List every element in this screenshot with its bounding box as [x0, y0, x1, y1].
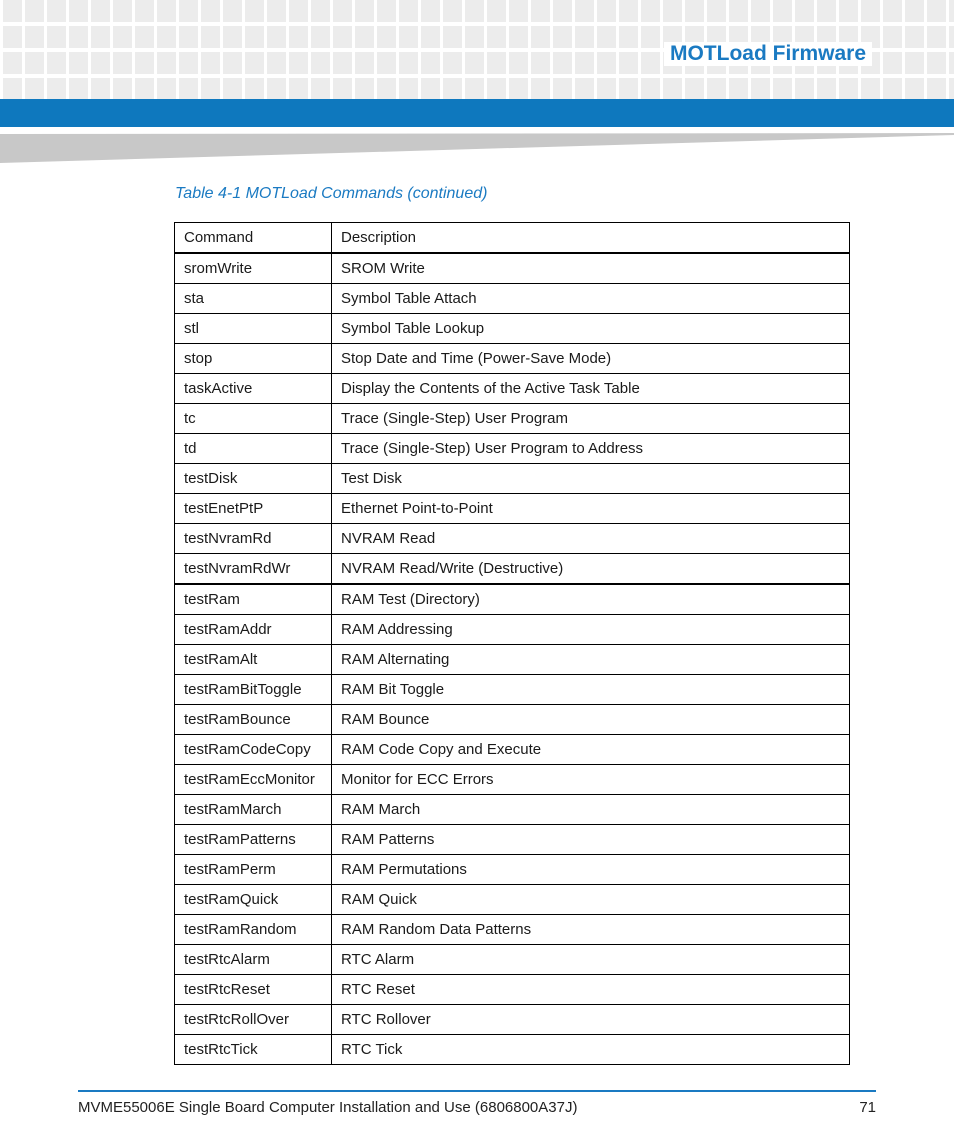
column-header-command: Command	[175, 223, 332, 254]
table-row	[175, 795, 850, 825]
table-row	[175, 284, 850, 314]
command-cell: testRamEccMonitor	[175, 765, 332, 795]
footer-document-title: MVME55006E Single Board Computer Installation and Use (6806800A37J)	[78, 1099, 578, 1116]
table-row	[175, 885, 850, 915]
table-header-row	[175, 223, 850, 254]
command-cell: sta	[175, 284, 332, 314]
column-header-description: Description	[332, 223, 850, 254]
description-cell: RTC Rollover	[332, 1005, 850, 1035]
command-cell: testNvramRd	[175, 524, 332, 554]
command-cell: testRamRandom	[175, 915, 332, 945]
command-cell: testRam	[175, 584, 332, 615]
command-cell: testRtcTick	[175, 1035, 332, 1065]
table-row	[175, 314, 850, 344]
command-cell: taskActive	[175, 374, 332, 404]
description-cell: RAM Alternating	[332, 645, 850, 675]
description-cell: Trace (Single-Step) User Program to Address	[332, 434, 850, 464]
command-cell: testRamAddr	[175, 615, 332, 645]
command-cell: testRamBitToggle	[175, 675, 332, 705]
table-row	[175, 374, 850, 404]
description-cell: RTC Reset	[332, 975, 850, 1005]
command-cell: testRamPatterns	[175, 825, 332, 855]
description-cell: Stop Date and Time (Power-Save Mode)	[332, 344, 850, 374]
table-row	[175, 945, 850, 975]
command-cell: testRamAlt	[175, 645, 332, 675]
description-cell: Test Disk	[332, 464, 850, 494]
command-cell: testEnetPtP	[175, 494, 332, 524]
table-row	[175, 615, 850, 645]
description-cell: RAM Permutations	[332, 855, 850, 885]
description-cell: RAM Patterns	[332, 825, 850, 855]
command-cell: td	[175, 434, 332, 464]
command-cell: testNvramRdWr	[175, 554, 332, 585]
description-cell: RTC Alarm	[332, 945, 850, 975]
command-cell: testRamCodeCopy	[175, 735, 332, 765]
table-row	[175, 735, 850, 765]
table-row	[175, 675, 850, 705]
table-caption: Table 4-1 MOTLoad Commands (continued)	[175, 185, 488, 202]
command-cell: stop	[175, 344, 332, 374]
command-cell: testRamBounce	[175, 705, 332, 735]
description-cell: SROM Write	[332, 253, 850, 284]
commands-table	[174, 222, 850, 1065]
command-cell: sromWrite	[175, 253, 332, 284]
description-cell: RAM Random Data Patterns	[332, 915, 850, 945]
description-cell: Symbol Table Attach	[332, 284, 850, 314]
description-cell: RAM Bounce	[332, 705, 850, 735]
table-row	[175, 584, 850, 615]
table-row	[175, 344, 850, 374]
command-cell: testRtcRollOver	[175, 1005, 332, 1035]
table-row	[175, 855, 850, 885]
table-row	[175, 404, 850, 434]
page-header-title: MOTLoad Firmware	[664, 42, 872, 66]
description-cell: RTC Tick	[332, 1035, 850, 1065]
table-row	[175, 765, 850, 795]
table-row	[175, 464, 850, 494]
description-cell: RAM Bit Toggle	[332, 675, 850, 705]
description-cell: Trace (Single-Step) User Program	[332, 404, 850, 434]
table-row	[175, 645, 850, 675]
description-cell: RAM Quick	[332, 885, 850, 915]
description-cell: Monitor for ECC Errors	[332, 765, 850, 795]
header-blue-band	[0, 99, 954, 127]
table-row	[175, 705, 850, 735]
description-cell: NVRAM Read/Write (Destructive)	[332, 554, 850, 585]
description-cell: RAM March	[332, 795, 850, 825]
page-number: 71	[859, 1099, 876, 1116]
description-cell: NVRAM Read	[332, 524, 850, 554]
description-cell: Ethernet Point-to-Point	[332, 494, 850, 524]
table-row	[175, 1035, 850, 1065]
table-row	[175, 524, 850, 554]
command-cell: stl	[175, 314, 332, 344]
table-row	[175, 915, 850, 945]
description-cell: Symbol Table Lookup	[332, 314, 850, 344]
command-cell: testRamPerm	[175, 855, 332, 885]
command-cell: testRtcReset	[175, 975, 332, 1005]
command-cell: testRamQuick	[175, 885, 332, 915]
table-row	[175, 494, 850, 524]
command-cell: testRamMarch	[175, 795, 332, 825]
header-gray-wedge	[0, 130, 954, 164]
command-cell: testDisk	[175, 464, 332, 494]
description-cell: RAM Test (Directory)	[332, 584, 850, 615]
description-cell: RAM Addressing	[332, 615, 850, 645]
footer-rule	[78, 1090, 876, 1092]
table-row	[175, 554, 850, 585]
table-row	[175, 825, 850, 855]
table-row	[175, 434, 850, 464]
description-cell: RAM Code Copy and Execute	[332, 735, 850, 765]
command-cell: testRtcAlarm	[175, 945, 332, 975]
description-cell: Display the Contents of the Active Task Table	[332, 374, 850, 404]
command-cell: tc	[175, 404, 332, 434]
table-row	[175, 975, 850, 1005]
table-row	[175, 1005, 850, 1035]
table-row	[175, 253, 850, 284]
